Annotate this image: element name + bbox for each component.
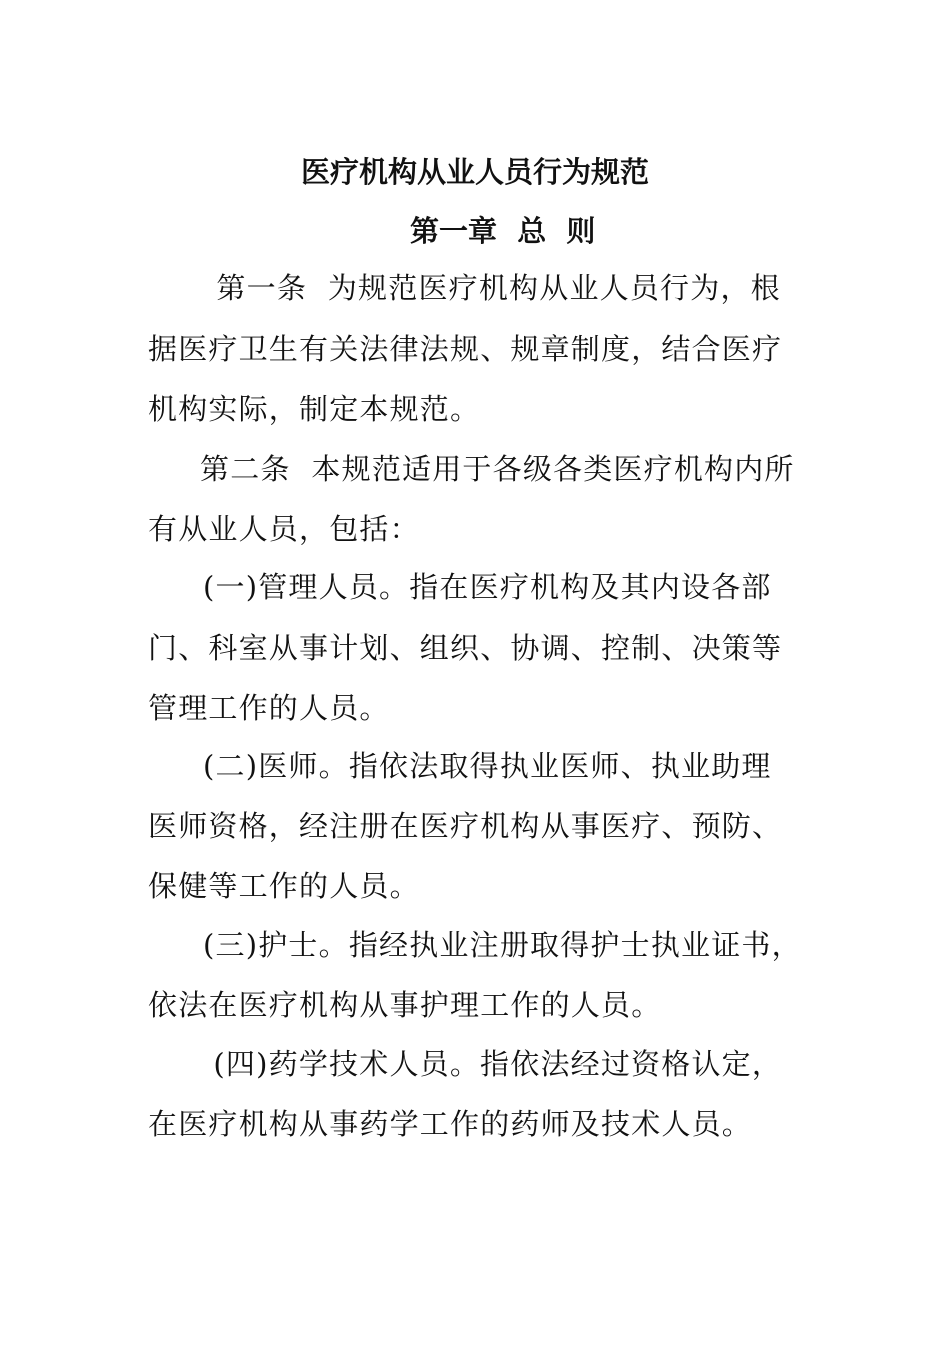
paragraph-line: 机构实际，制定本规范。 [148, 392, 481, 426]
paragraph-line: 在医疗机构从事药学工作的药师及技术人员。 [148, 1107, 753, 1141]
paragraph-line: (一)管理人员。指在医疗机构及其内设各部 [203, 570, 772, 604]
paragraph-line: (三)护士。指经执业注册取得护士执业证书， [203, 928, 802, 962]
chapter-heading: 第一章 总 则 [410, 214, 596, 248]
paragraph-line: 门、科室从事计划、组织、协调、控制、决策等 [148, 631, 783, 665]
document-title: 医疗机构从业人员行为规范 [300, 155, 649, 189]
paragraph-line: 据医疗卫生有关法律法规、规章制度，结合医疗 [148, 332, 783, 366]
paragraph-line: 第一条 为规范医疗机构从业人员行为，根 [206, 271, 781, 305]
paragraph-line: 管理工作的人员。 [148, 691, 390, 725]
paragraph-line: 第二条 本规范适用于各级各类医疗机构内所 [200, 452, 795, 486]
paragraph-line: 依法在医疗机构从事护理工作的人员。 [148, 988, 662, 1022]
paragraph-line: 有从业人员，包括： [148, 512, 420, 546]
paragraph-line: (四)药学技术人员。指依法经过资格认定， [203, 1047, 783, 1081]
paragraph-line: 保健等工作的人员。 [148, 869, 420, 903]
paragraph-line: 医师资格，经注册在医疗机构从事医疗、预防、 [148, 809, 783, 843]
paragraph-line: (二)医师。指依法取得执业医师、执业助理 [203, 749, 772, 783]
